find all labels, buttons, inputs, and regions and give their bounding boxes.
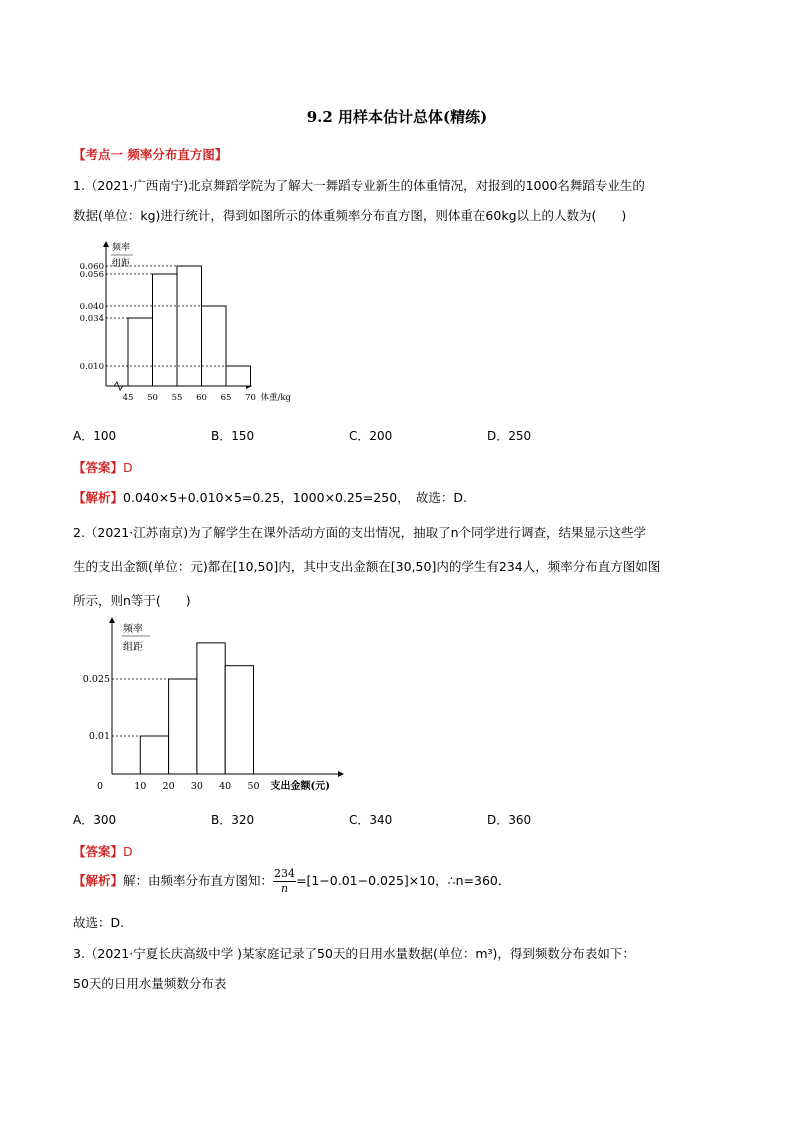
q3-table-caption: 50天的日用水量频数分布表 [73,976,227,991]
analysis-text: 解：由频率分布直方图知： [123,873,274,888]
q2-answer [73,842,133,860]
x-tick-label: 50 [247,781,260,792]
x-tick-label: 30 [190,781,203,792]
x-tick-label: 45 [122,393,134,403]
q2-histogram [70,614,360,796]
y-tick-label: 0.056 [79,270,104,280]
histogram-bar [225,666,253,774]
histogram-bar [226,366,251,386]
histogram-bar [169,679,197,774]
x-axis-arrow [338,771,344,777]
y-tick-label: 0.040 [79,302,104,312]
q2-stem-line1: 2.（2021·江苏南京)为了解学生在课外活动方面的支出情况，抽取了n个同学进行调查，结果显示这些学 [73,525,647,540]
x-tick-label: 20 [162,781,175,792]
analysis-label: 【解析】 [73,873,124,888]
q1-analysis [73,488,467,506]
y-tick-label: 0.060 [79,262,104,272]
q1-option-b[interactable]: B．150 [211,429,255,443]
y-label-top: 频率 [123,624,143,635]
fraction-denominator: n [280,882,289,895]
histogram-bar [177,266,202,386]
q2-option-a[interactable]: A．300 [73,813,117,827]
histogram-bar [202,306,227,386]
analysis-text: 0.040×5+0.010×5=0.25，1000×0.25=250， 故选：D. [123,490,468,505]
y-label-top: 频率 [112,243,131,253]
y-axis-arrow [103,241,109,247]
q2-conclusion: 故选：D. [73,915,125,930]
answer-label: 【答案】 [73,844,124,859]
y-label-bottom: 组距 [123,642,143,653]
histogram-bar [153,274,178,386]
answer-label: 【答案】 [73,460,124,475]
fraction [273,867,296,896]
answer-value: D [123,844,133,859]
analysis-label: 【解析】 [73,490,124,505]
section-heading: 【考点一 频率分布直方图】 [73,147,228,162]
histogram-bar [197,643,225,774]
y-label-bottom: 组距 [112,259,131,269]
y-tick-label: 0.01 [88,731,110,742]
x-axis-label: 体重/kg [260,393,291,403]
x-tick-label: 0 [96,781,104,792]
x-tick-label: 50 [147,393,158,403]
x-tick-label: 40 [219,781,232,792]
y-tick-label: 0.025 [82,674,110,685]
q2-stem-line3: 所示，则n等于( ) [73,593,191,608]
q2-stem-line2: 生的支出金额(单位：元)都在[10,50]内，其中支出金额在[30,50]内的学生有234人，频率分布直方图如图 [73,559,661,574]
q2-option-d[interactable]: D．360 [487,813,532,827]
x-tick-label: 60 [196,393,207,403]
x-tick-label: 70 [245,393,256,403]
histogram-bar [128,318,153,386]
q1-histogram [70,238,291,408]
q1-stem-line2: 数据(单位：kg)进行统计，得到如图所示的体重频率分布直方图，则体重在60kg以上的人数为( ) [73,208,627,223]
q2-analysis [73,867,510,896]
x-tick-label: 10 [134,781,147,792]
y-tick-label: 0.010 [79,362,104,372]
answer-value: D [123,460,133,475]
x-tick-label: 55 [171,393,183,403]
q1-stem-line1: 1.（2021·广西南宁)北京舞蹈学院为了解大一舞蹈专业新生的体重情况，对报到的1000名舞蹈专业生的 [73,178,645,193]
y-tick-label: 0.034 [79,314,104,324]
q3-stem-line1: 3.（2021·宁夏长庆高级中学 )某家庭记录了50天的日用水量数据(单位：m³)，得到频数分布表如下： [73,946,635,961]
q1-option-a[interactable]: A．100 [73,429,117,443]
q2-option-b[interactable]: B．320 [211,813,255,827]
page-title: 9.2 用样本估计总体(精练) [306,108,488,126]
q1-option-d[interactable]: D．250 [487,429,532,443]
q1-option-c[interactable]: C．200 [349,429,393,443]
x-tick-label: 65 [220,393,232,403]
y-axis-arrow [109,617,115,623]
analysis-formula: =[1−0.01−0.025]×10，∴n=360． [296,873,511,888]
q2-option-c[interactable]: C．340 [349,813,393,827]
q1-answer [73,458,133,476]
fraction-numerator: 234 [274,867,296,880]
histogram-bar [140,736,168,774]
x-axis-label: 支出金额(元) [270,781,330,792]
